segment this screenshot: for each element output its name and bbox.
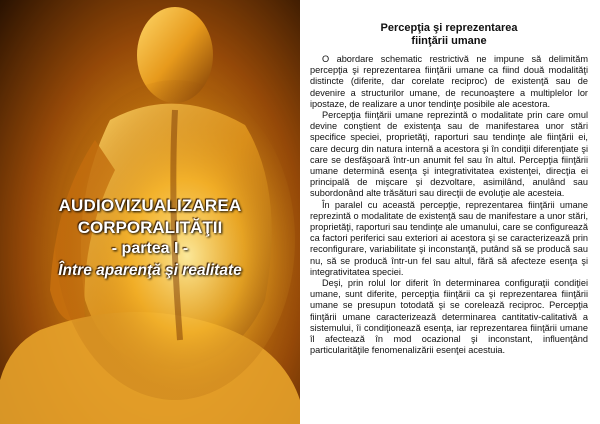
article-heading-line-1: Percepţia şi reprezentarea bbox=[380, 22, 518, 34]
cover-subtitle: Între aparenţă şi realitate bbox=[58, 262, 242, 279]
cover-title-line-2: CORPORALITĂŢII bbox=[77, 218, 223, 237]
cover-title-line-1: AUDIOVIZUALIZAREA bbox=[58, 196, 242, 215]
article-paragraph-2: Percepţia fiinţării umane reprezintă o modalitate prin care omul devine conştient de existenţa sau de manifestarea unor stări specifice speciei, proprietăţi, raporturi sau tendinţe ale fiinţării ei, care decurg din natura internă a acestora şi în condiţii diferenţiate şi care se desfăşoară într-un anumit fel sau în altul. Percepţia fiinţării umane determină esenţa şi integrativitatea existenţei, direcţia ei principală de mişcare şi dezvoltare, asimilând, anulând sau subordonând alte trăsături sau direcţii de evoluţie ale acesteia. bbox=[310, 110, 588, 199]
article-paragraph-1: O abordare schematic restrictivă ne impune să delimităm percepţia şi reprezentarea fiinţării umane ca fiind două modalităţi distincte (diferite, dar corelate reciproc) de existenţă sau de devenire a structurilor umane, de recunoaştere a multiplelor lor ipostaze, de realizare a unor tendinţe posibile ale acestora. bbox=[310, 54, 588, 109]
article-heading-line-2: fiinţării umane bbox=[411, 35, 487, 47]
article-page bbox=[310, 22, 588, 356]
article-heading bbox=[310, 22, 588, 48]
article-paragraph-4: Deşi, prin rolul lor diferit în determinarea configuraţii condiţiei umane, sunt diferite, percepţia fiinţării ca şi reprezentarea fiinţării umane se presupun totodată şi se corelează reciproc. Percepţia fiinţării umane caracterizează determinarea cantitativ-calitativă a sistemului, îi condiţionează esenţa, iar reprezentarea fiinţării umane îl afectează în mod ocazional şi inconstant, influenţând particularităţile fenomenalizării esenţei acestuia. bbox=[310, 278, 588, 356]
cover-subtitle-part: - partea I - bbox=[111, 240, 189, 257]
article-paragraph-3: În paralel cu această percepţie, reprezentarea fiinţării umane reprezintă o modalitate de existenţă sau de manifestare a unor stări, proprietăţi, raporturi sau tendinţe ale umanului, care se configurează ca factori periferici sau exteriori ai acestora şi se caracterizează prin reconfigurare, variabilitate şi inconstanţă, putând să se producă sau nu, să se producă într-un fel sau altul, fără să afecteze esenţa şi integrativitatea speciei. bbox=[310, 199, 588, 277]
